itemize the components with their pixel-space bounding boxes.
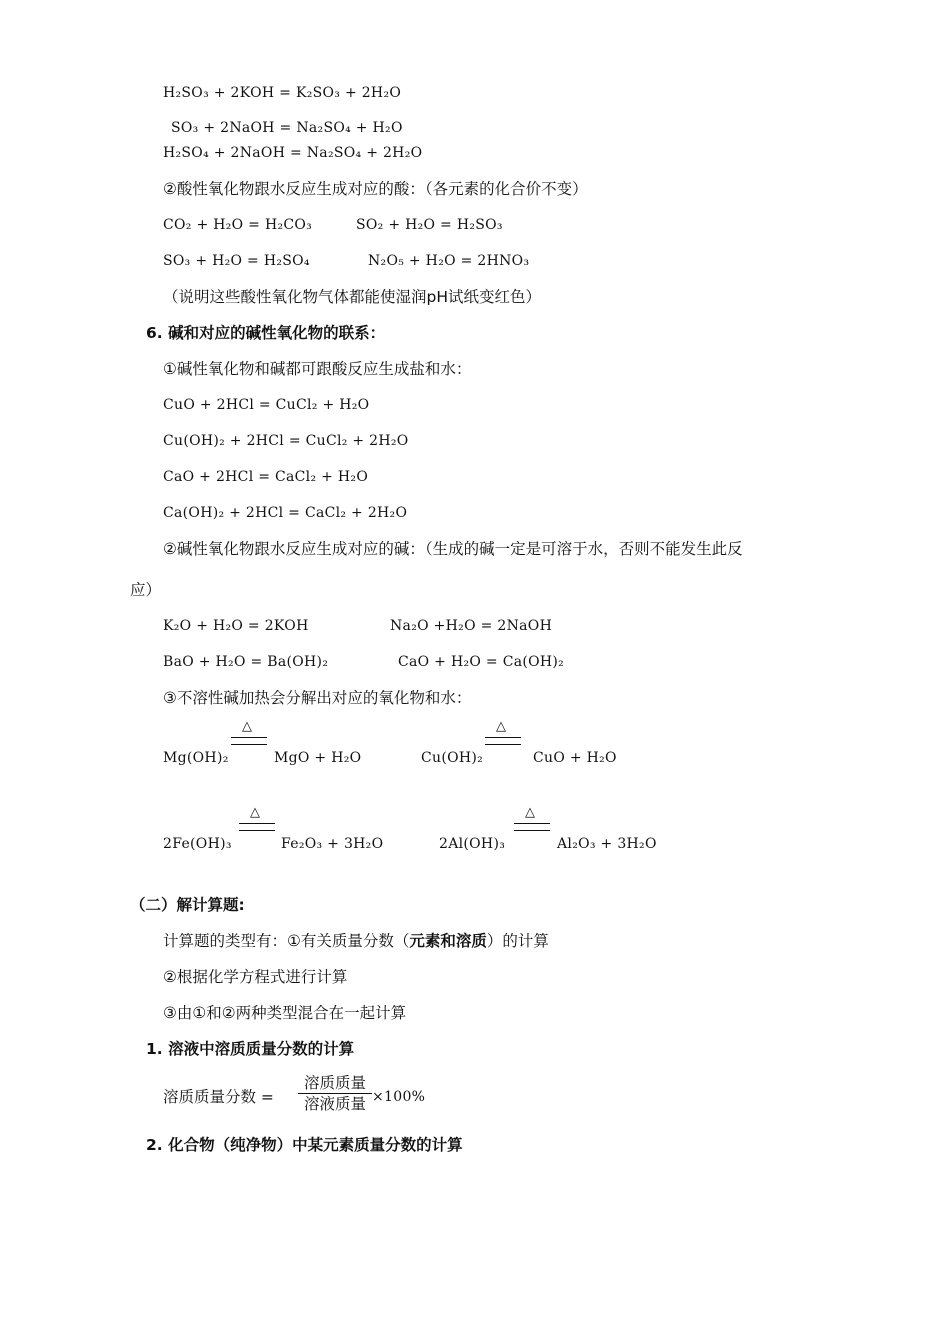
fraction-denominator: 溶液质量 [303, 1095, 366, 1113]
paragraph-text: ②根据化学方程式进行计算 [163, 968, 348, 986]
product: CuO + H₂O [533, 750, 617, 766]
fraction-numerator: 溶质质量 [303, 1074, 366, 1092]
equation-line: CaO + H₂O = Ca(OH)₂ [398, 654, 565, 670]
heat-condition-icon [514, 806, 550, 840]
reactant: Cu(OH)₂ [421, 750, 484, 766]
paragraph-text: （说明这些酸性氧化物气体都能使湿润pH试纸变红色） [163, 288, 541, 306]
heat-triangle-icon: △ [250, 805, 260, 820]
equation-line: SO₂ + H₂O = H₂SO₃ [356, 217, 503, 233]
equation-line: BaO + H₂O = Ba(OH)₂ [163, 654, 329, 670]
product: Fe₂O₃ + 3H₂O [281, 836, 384, 852]
equation-line: K₂O + H₂O = 2KOH [163, 618, 309, 634]
equation-line: Ca(OH)₂ + 2HCl = CaCl₂ + 2H₂O [163, 505, 408, 521]
heat-triangle-icon: △ [242, 719, 252, 734]
section-heading: 2. 化合物（纯净物）中某元素质量分数的计算 [146, 1136, 463, 1154]
paragraph-text: ②酸性氧化物跟水反应生成对应的酸：（各元素的化合价不变） [163, 180, 588, 198]
heat-triangle-icon: △ [525, 805, 535, 820]
equation-line: CO₂ + H₂O = H₂CO₃ [163, 217, 313, 233]
reactant: Mg(OH)₂ [163, 750, 229, 766]
paragraph-text: ③由①和②两种类型混合在一起计算 [163, 1004, 407, 1022]
equation-line: N₂O₅ + H₂O = 2HNO₃ [368, 253, 530, 269]
equation-line: Na₂O +H₂O = 2NaOH [390, 618, 553, 634]
reactant: 2Al(OH)₃ [439, 836, 506, 852]
equation-line: CuO + 2HCl = CuCl₂ + H₂O [163, 397, 370, 413]
paragraph-text: ①碱性氧化物和碱都可跟酸反应生成盐和水： [163, 360, 472, 378]
equation-line: H₂SO₃ + 2KOH = K₂SO₃ + 2H₂O [163, 85, 402, 101]
paragraph-text: ③不溶性碱加热会分解出对应的氧化物和水： [163, 689, 472, 707]
heat-condition-icon [239, 806, 275, 840]
paragraph-text: 计算题的类型有：①有关质量分数（元素和溶质）的计算 [163, 932, 549, 950]
reactant: 2Fe(OH)₃ [163, 836, 232, 852]
equation-line: Cu(OH)₂ + 2HCl = CuCl₂ + 2H₂O [163, 433, 409, 449]
formula-label: 溶质质量分数 = [163, 1088, 274, 1106]
paragraph-text: ②碱性氧化物跟水反应生成对应的碱：（生成的碱一定是可溶于水，否则不能发生此反 [163, 540, 743, 558]
heat-triangle-icon: △ [496, 719, 506, 734]
section-heading: （二）解计算题: [130, 896, 245, 914]
equation-line: SO₃ + H₂O = H₂SO₄ [163, 253, 310, 269]
formula-multiplier: ×100% [372, 1089, 426, 1105]
mass-fraction-formula [298, 1073, 372, 1114]
equation-line: CaO + 2HCl = CaCl₂ + H₂O [163, 469, 369, 485]
equation-line: SO₃ + 2NaOH = Na₂SO₄ + H₂O [171, 120, 403, 136]
heat-condition-icon [231, 720, 267, 754]
product: MgO + H₂O [274, 750, 362, 766]
product: Al₂O₃ + 3H₂O [557, 836, 657, 852]
section-heading: 1. 溶液中溶质质量分数的计算 [146, 1040, 355, 1058]
paragraph-text: 应） [130, 581, 162, 599]
heat-condition-icon [485, 720, 521, 754]
equation-line: H₂SO₄ + 2NaOH = Na₂SO₄ + 2H₂O [163, 145, 423, 161]
section-heading: 6. 碱和对应的碱性氧化物的联系： [146, 324, 386, 342]
